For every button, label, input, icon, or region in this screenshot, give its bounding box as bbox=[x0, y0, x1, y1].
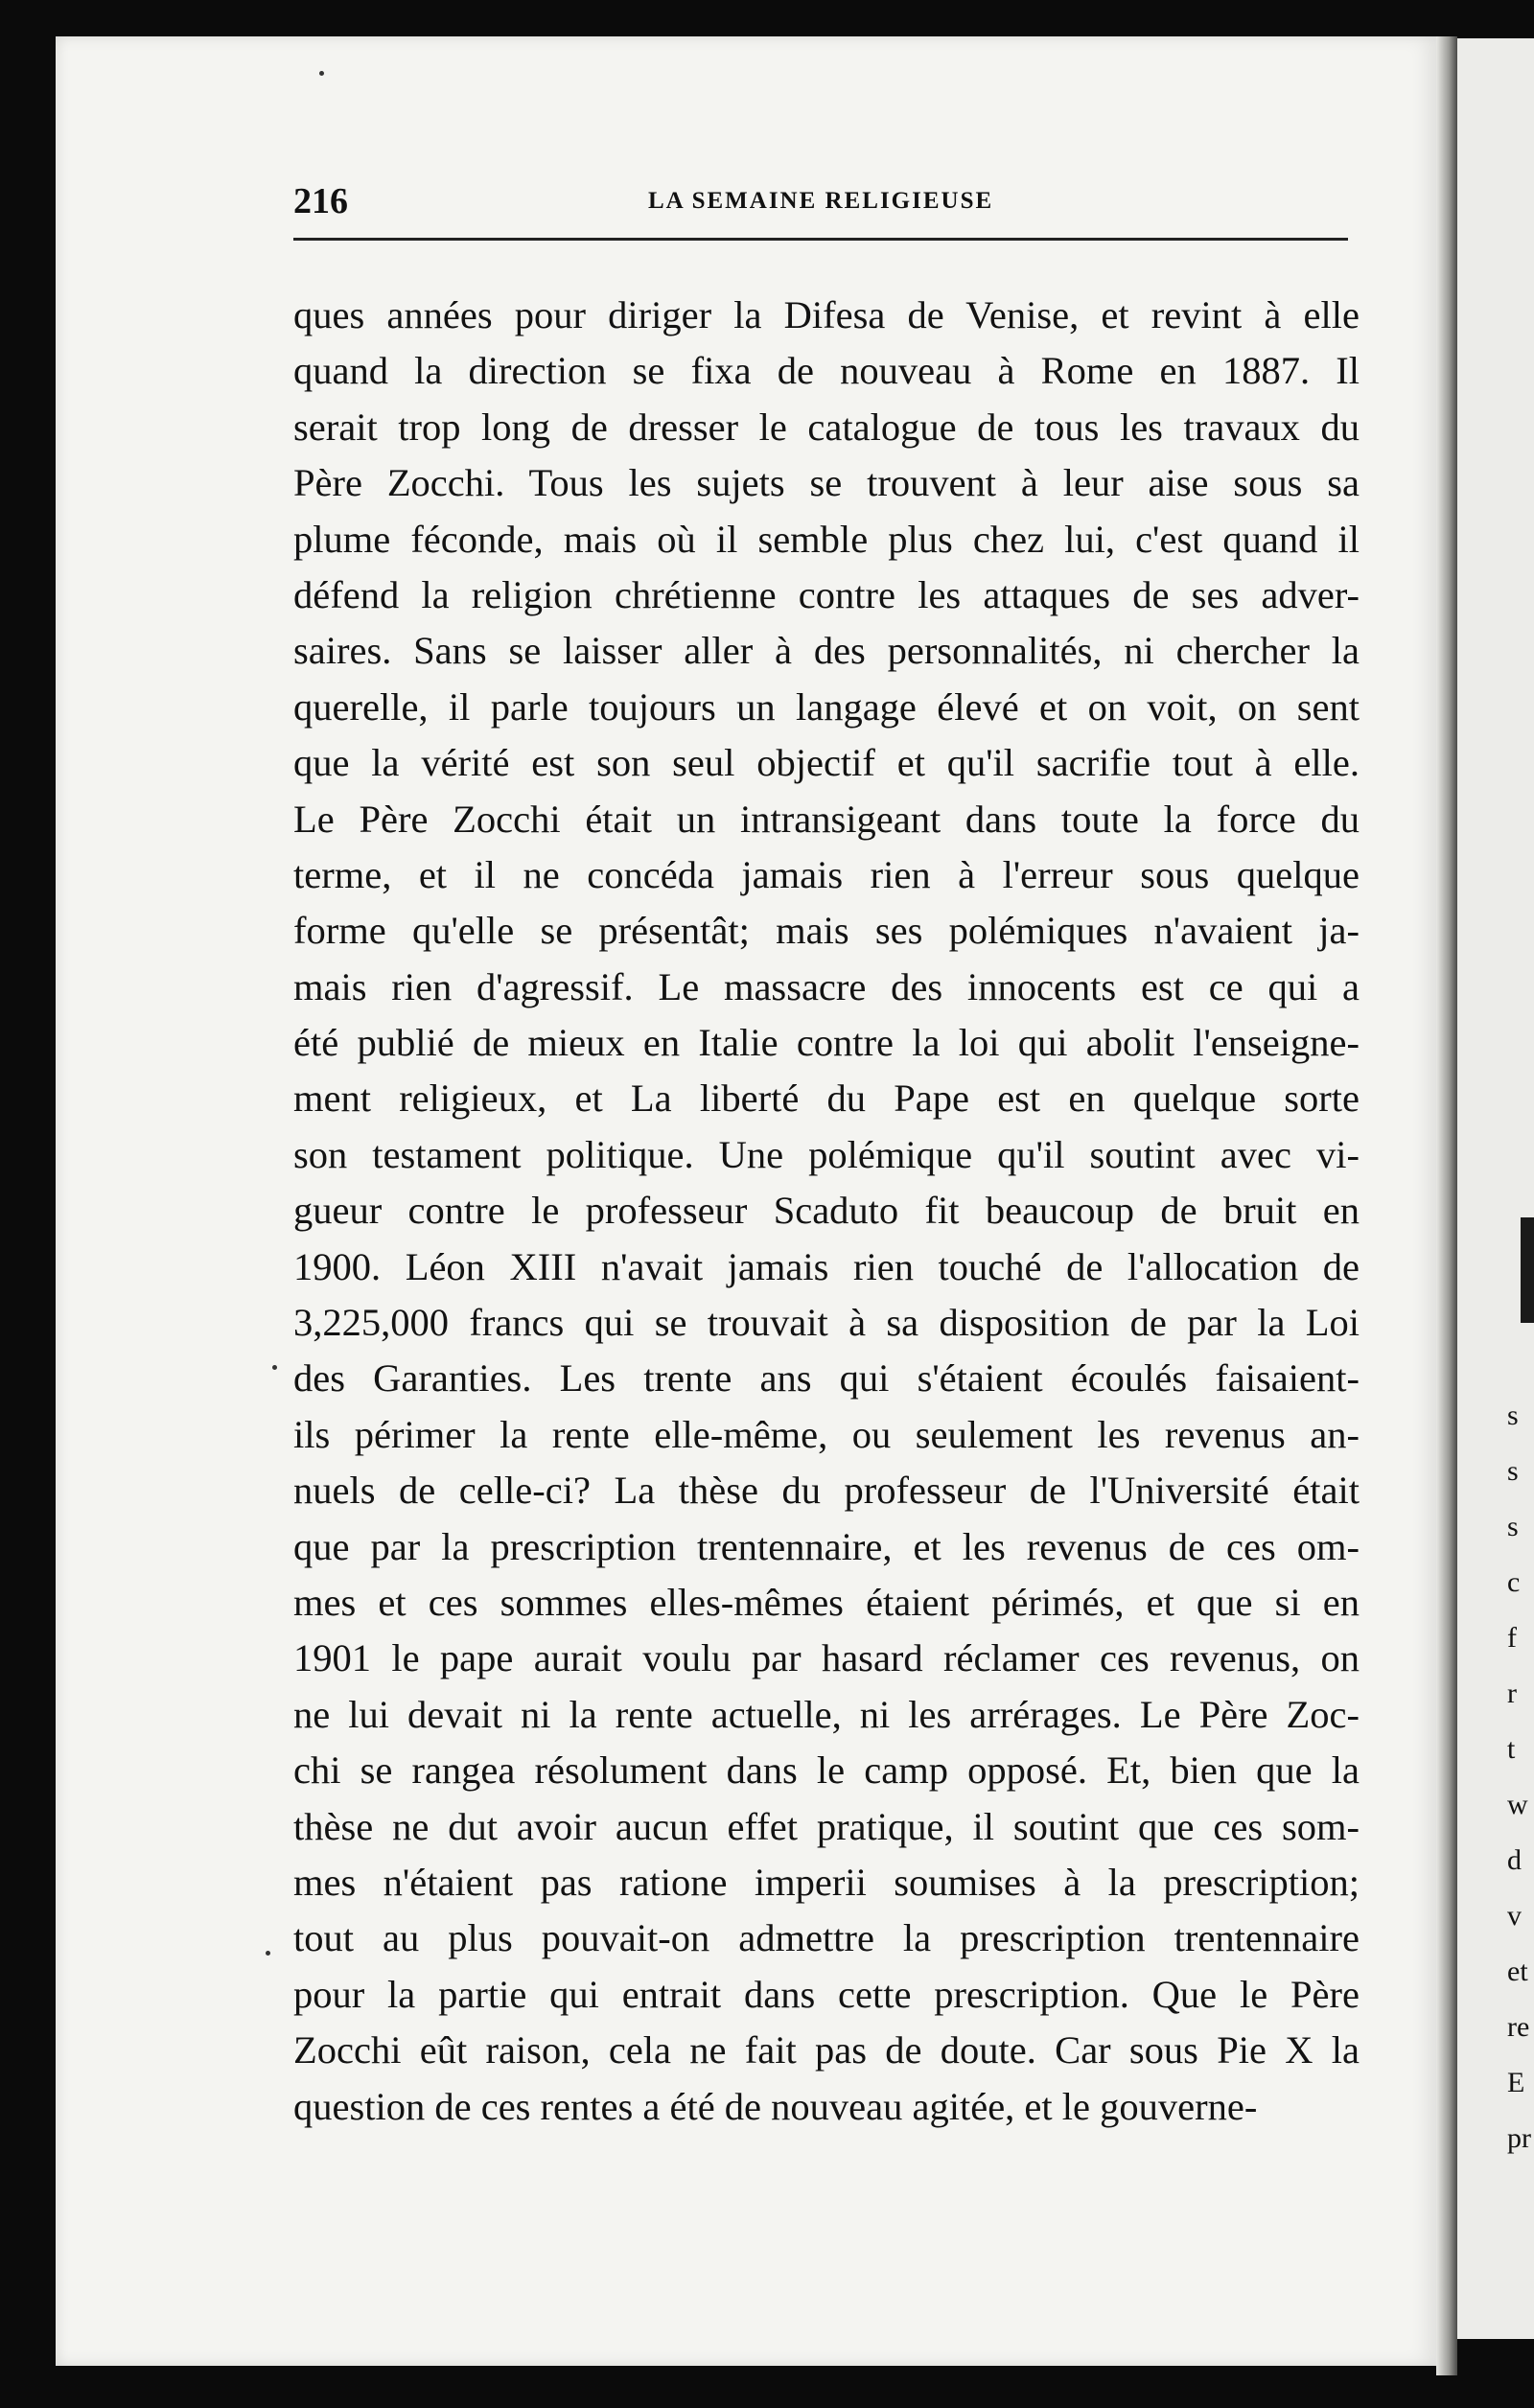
text-line: 1900. Léon XIII n'avait jamais rien touché de l'allocation de bbox=[293, 1244, 1360, 1288]
text-line: mes et ces sommes elles-mêmes étaient périmés, et que si en bbox=[293, 1580, 1360, 1624]
adjacent-page-fragment: pr bbox=[1507, 2122, 1531, 2154]
page-header bbox=[293, 180, 1348, 234]
text-line: Le Père Zocchi était un intransigeant dans toute la force du bbox=[293, 797, 1360, 841]
text-line: des Garanties. Les trente ans qui s'étaient écoulés faisaient- bbox=[293, 1356, 1360, 1401]
text-line: été publié de mieux en Italie contre la loi qui abolit l'enseigne- bbox=[293, 1021, 1360, 1065]
adjacent-page-fragment: w bbox=[1507, 1789, 1528, 1820]
text-line: mais rien d'agressif. Le massacre des innocents est ce qui a bbox=[293, 964, 1360, 1008]
scan-speck bbox=[319, 71, 324, 76]
adjacent-page-edge bbox=[1457, 38, 1534, 2339]
adjacent-page-fragment: s bbox=[1507, 1511, 1519, 1542]
adjacent-page-fragment: s bbox=[1507, 1400, 1519, 1431]
adjacent-page-fragment: v bbox=[1507, 1900, 1522, 1932]
text-line: que la vérité est son seul objectif et qu'il sacrifie tout à elle. bbox=[293, 741, 1360, 785]
adjacent-page-fragment: f bbox=[1507, 1622, 1517, 1654]
header-rule bbox=[293, 238, 1348, 241]
text-line: que par la prescription trentennaire, et les revenus de ces om- bbox=[293, 1524, 1360, 1568]
text-line: son testament politique. Une polémique qu'il soutint avec vi- bbox=[293, 1132, 1360, 1176]
adjacent-page-fragment: s bbox=[1507, 1455, 1519, 1487]
text-line: plume féconde, mais où il semble plus chez lui, c'est quand il bbox=[293, 517, 1360, 561]
text-line: 1901 le pape aurait voulu par hasard réclamer ces revenus, on bbox=[293, 1636, 1360, 1680]
text-line: forme qu'elle se présentât; mais ses polémiques n'avaient ja- bbox=[293, 909, 1360, 953]
adjacent-page-fragment: et bbox=[1507, 1956, 1528, 1987]
text-line: quand la direction se fixa de nouveau à Rome en 1887. Il bbox=[293, 349, 1360, 393]
book-gutter bbox=[1436, 36, 1457, 2375]
adjacent-page-fragment: d bbox=[1507, 1844, 1522, 1876]
adjacent-page-tab bbox=[1521, 1217, 1534, 1323]
text-line: ne lui devait ni la rente actuelle, ni les arrérages. Le Père Zoc- bbox=[293, 1692, 1360, 1736]
text-line: défend la religion chrétienne contre les attaques de ses adver- bbox=[293, 572, 1360, 616]
adjacent-page-fragment: c bbox=[1507, 1566, 1521, 1598]
text-line: querelle, il parle toujours un langage élevé et on voit, on sent bbox=[293, 684, 1360, 729]
text-line: serait trop long de dresser le catalogue de tous les travaux du bbox=[293, 405, 1360, 449]
text-line: terme, et il ne concéda jamais rien à l'erreur sous quelque bbox=[293, 852, 1360, 896]
text-line: nuels de celle-ci? La thèse du professeur de l'Université était bbox=[293, 1469, 1360, 1513]
text-line: pour la partie qui entrait dans cette prescription. Que le Père bbox=[293, 1972, 1360, 2016]
text-line: ques années pour diriger la Difesa de Venise, et revint à elle bbox=[293, 293, 1360, 336]
adjacent-page-fragment: E bbox=[1507, 2067, 1525, 2098]
text-line: question de ces rentes a été de nouveau agitée, et le gouverne- bbox=[293, 2084, 1258, 2128]
scan-speck bbox=[272, 1365, 277, 1370]
page-number: 216 bbox=[293, 181, 348, 221]
adjacent-page-fragment: r bbox=[1507, 1678, 1517, 1709]
text-line: chi se rangea résolument dans le camp opposé. Et, bien que la bbox=[293, 1748, 1360, 1793]
text-line: gueur contre le professeur Scaduto fit beaucoup de bruit en bbox=[293, 1189, 1360, 1233]
body-text bbox=[293, 288, 1360, 2135]
text-line: tout au plus pouvait-on admettre la prescription trentennaire bbox=[293, 1916, 1360, 1960]
text-line: Zocchi eût raison, cela ne fait pas de doute. Car sous Pie X la bbox=[293, 2028, 1360, 2072]
text-line: Père Zocchi. Tous les sujets se trouvent à leur aise sous sa bbox=[293, 461, 1360, 505]
text-line: thèse ne dut avoir aucun effet pratique, il soutint que ces som- bbox=[293, 1804, 1360, 1848]
text-line: ils périmer la rente elle-même, ou seulement les revenus an- bbox=[293, 1412, 1360, 1456]
scan-speck bbox=[266, 1951, 270, 1956]
adjacent-page-fragment: re bbox=[1507, 2011, 1530, 2043]
adjacent-page-fragment: t bbox=[1507, 1733, 1516, 1765]
text-line: ment religieux, et La liberté du Pape est en quelque sorte bbox=[293, 1077, 1360, 1121]
text-line: mes n'étaient pas ratione imperii soumises à la prescription; bbox=[293, 1860, 1360, 1904]
text-line: saires. Sans se laisser aller à des personnalités, ni chercher la bbox=[293, 629, 1360, 673]
running-title: LA SEMAINE RELIGIEUSE bbox=[648, 188, 994, 214]
text-line: 3,225,000 francs qui se trouvait à sa disposition de par la Loi bbox=[293, 1301, 1360, 1345]
